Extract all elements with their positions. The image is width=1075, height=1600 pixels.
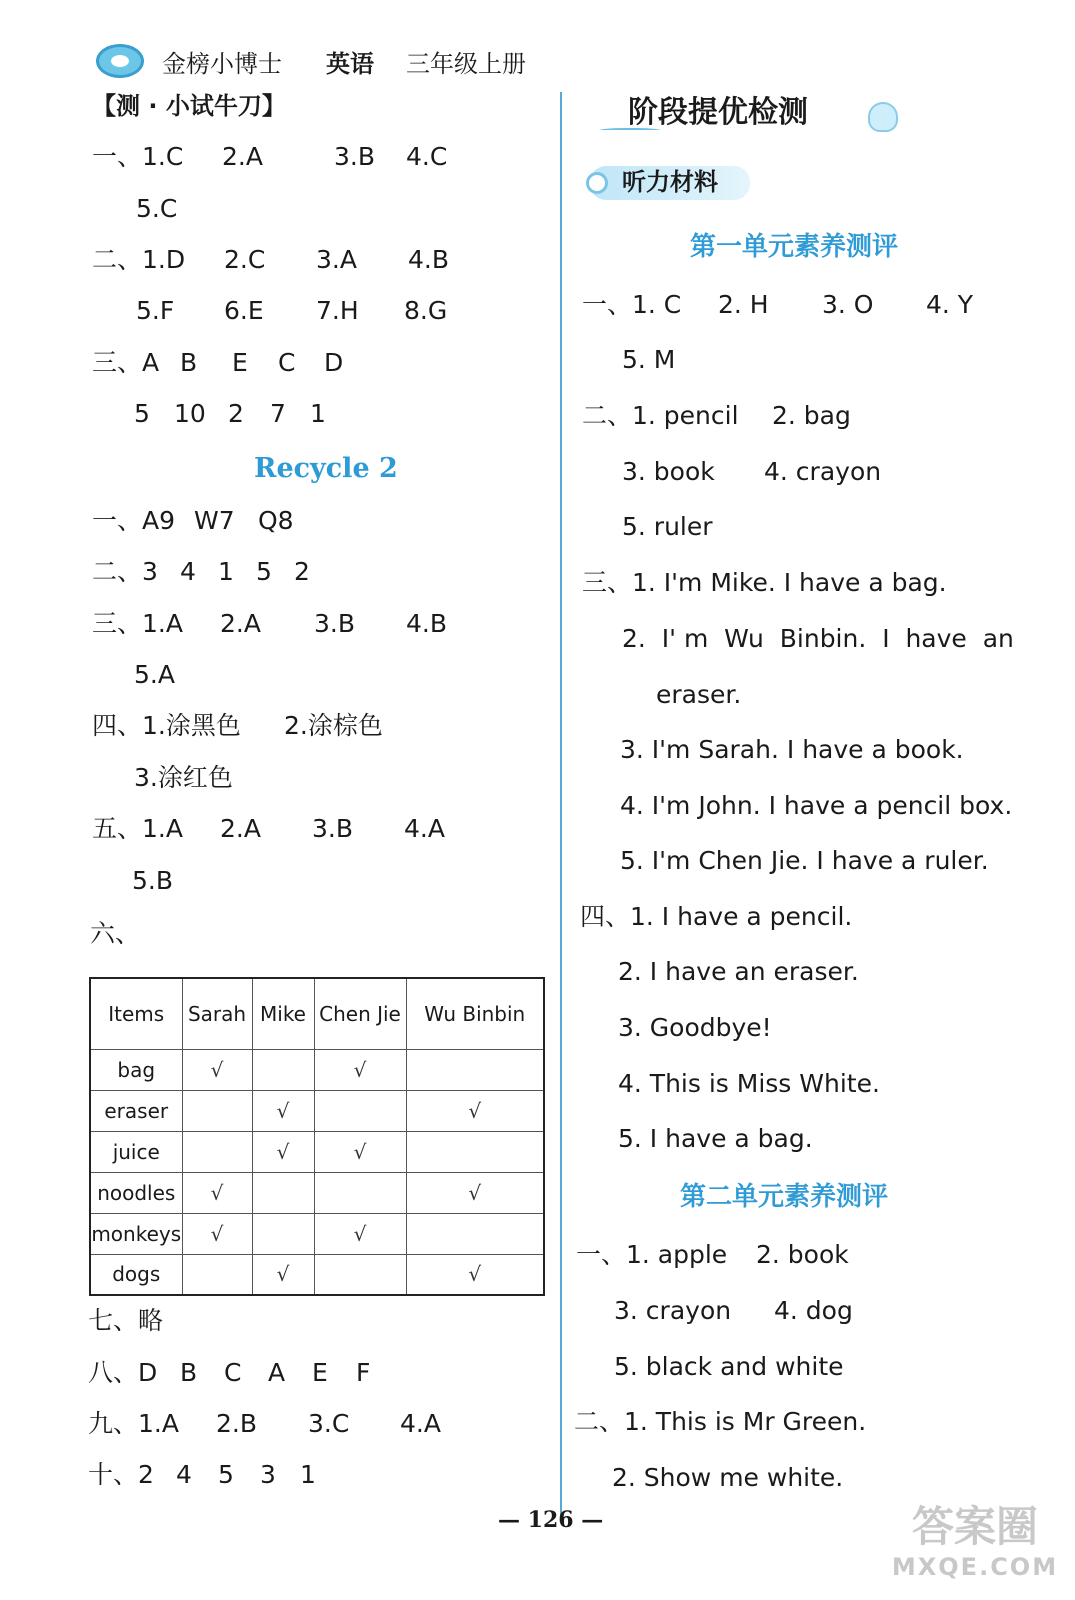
table-cell: eraser — [90, 1090, 182, 1131]
table-cell: √ — [406, 1254, 544, 1295]
table-row — [90, 1172, 544, 1213]
answer-line: 六、 — [90, 919, 141, 948]
answer-line: 5.A — [134, 660, 175, 689]
table-cell — [314, 1254, 406, 1295]
table-header: Sarah — [182, 978, 252, 1049]
answer-line: 2. I have an eraser. — [618, 957, 859, 986]
answer-line: 3. crayon 4. dog — [614, 1296, 853, 1325]
answer-line: 四、1. I have a pencil. — [580, 902, 853, 931]
answer-line: 5. black and white — [614, 1352, 844, 1381]
page-number: — 126 — — [498, 1507, 604, 1533]
table-cell: √ — [406, 1090, 544, 1131]
answer-line: 四、1.涂黑色 2.涂棕色 — [92, 711, 383, 740]
watermark-url: MXQE.COM — [891, 1553, 1059, 1581]
recycle-title: Recycle 2 — [254, 453, 398, 484]
answer-line: 一、1.C 2.A 3.B 4.C — [92, 142, 448, 171]
section-title-test: 【测 · 小试牛刀】 — [92, 92, 286, 120]
table-cell — [252, 1213, 314, 1254]
brand-logo-icon — [96, 44, 144, 78]
answer-line: 二、1. This is Mr Green. — [574, 1407, 867, 1436]
table-cell: juice — [90, 1131, 182, 1172]
answer-line: 二、3 4 1 5 2 — [92, 557, 310, 586]
answer-line: 一、1. C 2. H 3. O 4. Y — [582, 290, 974, 319]
table-cell: √ — [182, 1049, 252, 1090]
table-row — [90, 1090, 544, 1131]
table-cell — [406, 1213, 544, 1254]
answer-line: 4. This is Miss White. — [618, 1069, 880, 1098]
answer-line: 2. Show me white. — [612, 1463, 844, 1492]
unit2-title: 第二单元素养测评 — [680, 1182, 889, 1212]
table-cell: √ — [182, 1172, 252, 1213]
subject-label: 英语 — [326, 50, 374, 78]
answer-line: 八、D B C A E F — [88, 1358, 371, 1387]
watermark-logo — [880, 1502, 1070, 1596]
answer-line: 十、2 4 5 3 1 — [88, 1460, 316, 1489]
answer-line: 一、A9 W7 Q8 — [92, 506, 294, 535]
listening-title: 听力材料 — [622, 168, 718, 196]
answer-line: 5.F 6.E 7.H 8.G — [136, 296, 448, 325]
table-cell — [182, 1131, 252, 1172]
table-cell: √ — [314, 1049, 406, 1090]
table-cell: bag — [90, 1049, 182, 1090]
brand-name: 金榜小博士 — [162, 50, 282, 78]
table-row — [90, 1131, 544, 1172]
table-header: Items — [90, 978, 182, 1049]
table-header: Mike — [252, 978, 314, 1049]
answer-line: 5. M — [622, 345, 676, 374]
answer-line: 5.C — [136, 194, 178, 223]
answer-line: 5.B — [132, 866, 174, 895]
table-cell: √ — [314, 1213, 406, 1254]
table-cell — [314, 1090, 406, 1131]
answer-line: 九、1.A 2.B 3.C 4.A — [88, 1409, 441, 1438]
table-row — [90, 1213, 544, 1254]
answer-line: 一、1. apple 2. book — [576, 1240, 849, 1269]
table-cell: √ — [252, 1131, 314, 1172]
answer-line: 5. I'm Chen Jie. I have a ruler. — [620, 846, 989, 875]
table-cell: √ — [182, 1213, 252, 1254]
answer-line: 二、1. pencil 2. bag — [582, 401, 851, 430]
table-header: Chen Jie — [314, 978, 406, 1049]
answer-line: 3. Goodbye! — [618, 1013, 772, 1042]
table-cell: √ — [252, 1254, 314, 1295]
answer-line: 3.涂红色 — [134, 763, 233, 792]
stage-title: 阶段提优检测 — [628, 95, 808, 130]
grade-label: 三年级上册 — [406, 50, 526, 78]
table-cell — [406, 1131, 544, 1172]
answer-line: 三、1. I'm Mike. I have a bag. — [582, 568, 947, 597]
column-divider — [560, 92, 562, 1522]
table-cell: dogs — [90, 1254, 182, 1295]
answer-line: 三、1.A 2.A 3.B 4.B — [92, 609, 448, 638]
answer-line: 三、A B E C D — [92, 348, 344, 377]
answer-line: 4. I'm John. I have a pencil box. — [620, 791, 1013, 820]
table-cell — [314, 1172, 406, 1213]
table-cell — [252, 1172, 314, 1213]
answer-line: 5. ruler — [622, 512, 713, 541]
table-cell: √ — [406, 1172, 544, 1213]
answer-line: 七、略 — [88, 1306, 164, 1335]
shell-icon — [868, 102, 898, 132]
table-row — [90, 1049, 544, 1090]
table-cell: √ — [252, 1090, 314, 1131]
answer-line: 五、1.A 2.A 3.B 4.A — [92, 814, 445, 843]
answer-line: 3. I'm Sarah. I have a book. — [620, 735, 964, 764]
answer-line: 二、1.D 2.C 3.A 4.B — [92, 245, 450, 274]
answer-line: eraser. — [656, 680, 742, 709]
circle-decoration-icon — [586, 172, 608, 194]
answer-line: 2. I' m Wu Binbin. I have an — [622, 624, 1014, 653]
unit1-title: 第一单元素养测评 — [690, 232, 899, 262]
table-cell — [182, 1254, 252, 1295]
answer-line: 5 10 2 7 1 — [134, 399, 326, 428]
table-cell — [406, 1049, 544, 1090]
watermark-title: 答案圈 — [911, 1502, 1038, 1551]
table-cell — [252, 1049, 314, 1090]
table-header-row — [90, 978, 544, 1049]
table-row — [90, 1254, 544, 1295]
answer-table — [89, 977, 545, 1296]
table-cell: monkeys — [90, 1213, 182, 1254]
table-cell: √ — [314, 1131, 406, 1172]
table-cell — [182, 1090, 252, 1131]
answer-line: 5. I have a bag. — [618, 1124, 813, 1153]
answer-line: 3. book 4. crayon — [622, 457, 882, 486]
table-header: Wu Binbin — [406, 978, 544, 1049]
table-cell: noodles — [90, 1172, 182, 1213]
